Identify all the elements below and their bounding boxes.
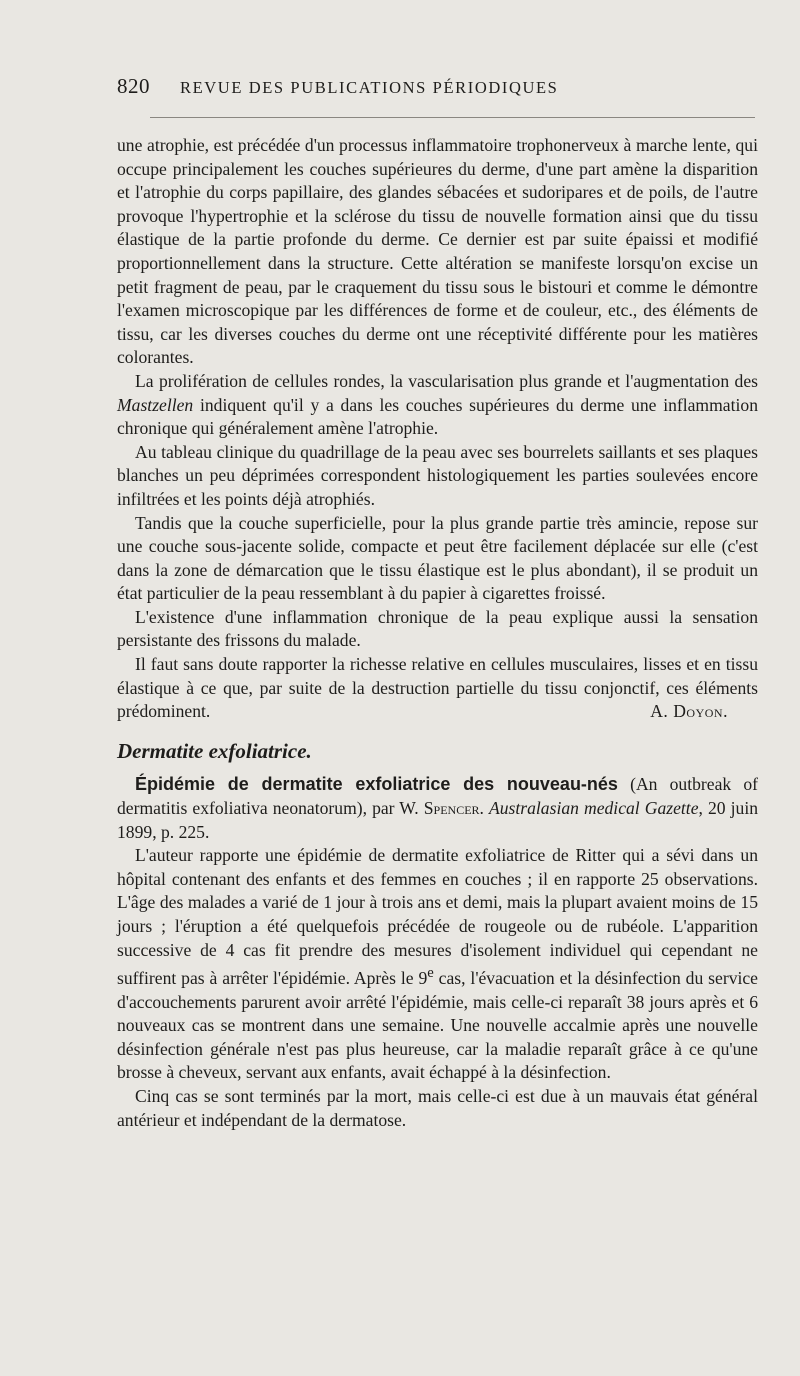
- text-run: .: [479, 798, 489, 819]
- article-title: Épidémie de dermatite exfoliatrice des nouveau-nés: [135, 774, 618, 795]
- superscript: e: [427, 965, 434, 982]
- header-rule: [150, 117, 755, 118]
- text-run: indiquent qu'il y a dans les couches supérieures du derme une inflammation chronique qui généralement amène l'atrophie.: [117, 394, 758, 439]
- text-run: , 20 juin 1899, p. 225.: [117, 798, 759, 842]
- text-run: L'auteur rapporte une épidémie de dermatite exfoliatrice de Ritter qui a sévi dans un hôpital contenant des enfants et des femmes en couches ; il en rapporte 25 observations. L'âge des malades a varié de 1 jour à trois ans et demi, mais la plupart avaient moins de 15 jours ; l'éruption a été quelquefois précédée de rougeole ou de rubéole. L'apparition successive de 4 cas fit prendre des mesures d'isolement individuel qui cependant ne suffirent pas à arrêter l'épidémie. Après le 9: [117, 845, 758, 989]
- section-title: Dermatite exfoliatrice.: [117, 738, 312, 763]
- text-run: La prolifération de cellules rondes, la vascularisation plus grande et l'augmentation des: [135, 370, 758, 391]
- paragraph: Tandis que la couche superficielle, pour la plus grande partie très amincie, repose sur une couche sous-jacente solide, compacte et peut être facilement déplacée sur elle (c'est dans la zone de démarcation que le tissu élastique est le plus abondant), il se produit un état particulier de la peau ressemblant à du papier à cigarettes froissé.: [117, 512, 758, 604]
- article-heading: [117, 773, 758, 844]
- paragraph: Au tableau clinique du quadrillage de la peau avec ses bourrelets saillants et ses plaques blanches un peu déprimées correspondent histologiquement les parties soulevées encore infiltrées et les points déjà atrophiés.: [117, 441, 758, 509]
- italic-term: Mastzellen: [117, 394, 194, 415]
- author-name: Spencer: [423, 798, 480, 819]
- page-body: [117, 134, 758, 1132]
- paragraph: Cinq cas se sont terminés par la mort, mais celle-ci est due à un mauvais état général antérieur et indépendant de la dermatose.: [117, 1086, 758, 1130]
- text-run: cas, l'évacuation et la désinfection du service d'accouchements parurent avoir arrêté l'épidémie, mais celle-ci reparaît 38 jours après et 6 nouveaux cas se montrent dans une semaine. Une nouvelle accalmie après une nouvelle désinfection générale n'est pas plus heureuse, car la maladie reparaît grâce à ce qu'une brosse à cheveux, servant aux enfants, avait échappé à la désinfection.: [117, 968, 758, 1083]
- page-number: 820: [117, 74, 150, 98]
- paragraph: [117, 370, 758, 441]
- paragraph: [117, 844, 758, 1085]
- paragraph: [117, 653, 758, 724]
- running-head: REVUE DES PUBLICATIONS PÉRIODIQUES: [180, 78, 559, 97]
- journal-name: Australasian medical Gazette: [489, 798, 699, 819]
- paragraph: une atrophie, est précédée d'un processus inflammatoire trophonerveux à marche lente, qui occupe principalement les couches supérieures du derme, d'une part amène la disparition et l'atrophie du corps papillaire, des glandes sébacées et sudoripares et de poils, de l'autre provoque l'hypertrophie et la sclérose du tissu de nouvelle formation ainsi que du tissu élastique de la partie profonde du derme. Ce dernier est par suite épaissi et modifié proportionnellement dans la structure. Cette altération se manifeste lorsqu'on excise un petit fragment de peau, par le craquement du tissu sous le bistouri et comme le démontre l'examen microscopique par les différences de forme et de couleur, etc., des éléments de tissu, car les diverses couches du derme ont une réceptivité différente pour les matières colorantes.: [117, 135, 758, 368]
- paragraph: L'existence d'une inflammation chronique de la peau explique aussi la sensation persistante des frissons du malade.: [117, 606, 758, 651]
- author-signature: A. Doyon.: [650, 701, 728, 722]
- page-header: [117, 74, 760, 102]
- text-run: Il faut sans doute rapporter la richesse relative en cellules musculaires, lisses et en tissu élastique à ce que, par suite de la destruction partielle du tissu conjonctif, ces éléments prédominent.: [117, 654, 758, 722]
- text-run: (An outbreak of dermatitis exfoliativa neonatorum), par W.: [117, 774, 758, 819]
